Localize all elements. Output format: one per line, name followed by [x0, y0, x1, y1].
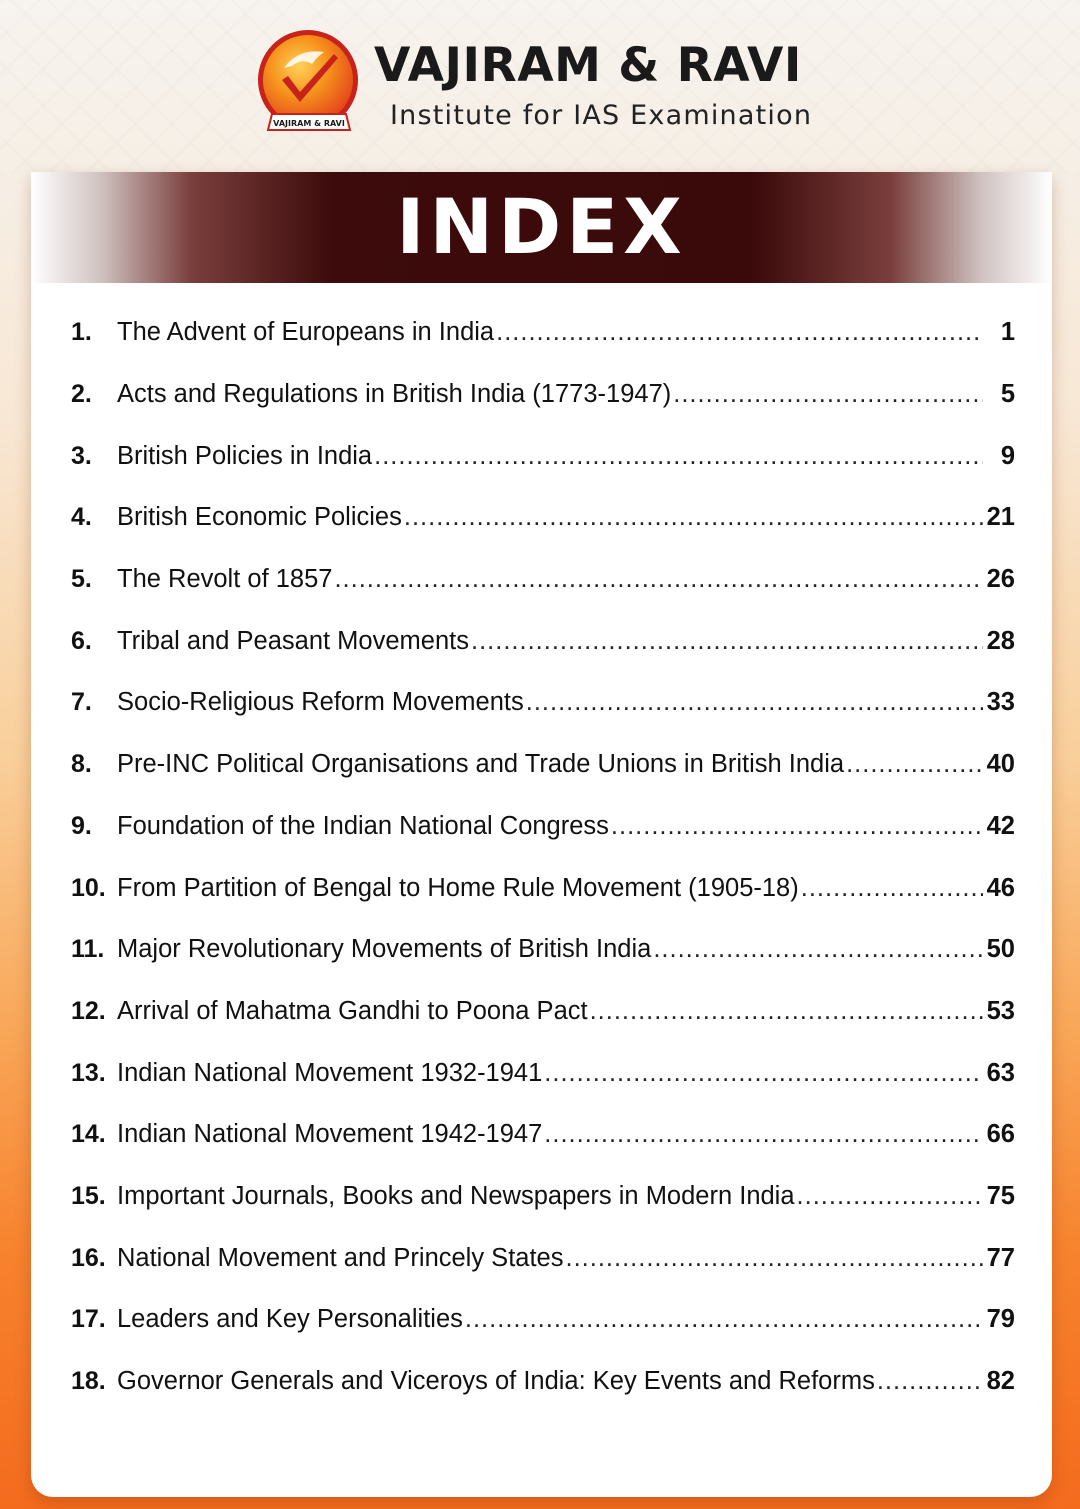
title-banner — [31, 172, 1052, 283]
checkmark-circle-emblem-icon — [254, 28, 362, 140]
dot-leader — [590, 997, 983, 1026]
dot-leader — [877, 1367, 983, 1396]
toc-entry-page-number: 82 — [986, 1367, 1015, 1396]
toc-entry-title: British Economic Policies — [117, 503, 402, 532]
table-of-contents — [71, 302, 1015, 1412]
page-title: INDEX — [396, 182, 687, 271]
toc-entry[interactable] — [71, 1289, 1015, 1351]
toc-entry-number: 11. — [71, 935, 105, 964]
toc-entry-number: 18. — [71, 1367, 106, 1396]
dot-leader — [544, 1059, 983, 1088]
toc-entry[interactable] — [71, 1104, 1015, 1166]
dot-leader — [797, 1182, 983, 1211]
toc-entry-number: 12. — [71, 996, 106, 1025]
toc-entry-page-number: 28 — [986, 626, 1015, 655]
dot-leader — [653, 935, 983, 964]
toc-entry[interactable] — [71, 1166, 1015, 1228]
toc-entry[interactable] — [71, 919, 1015, 981]
toc-entry-number: 5. — [71, 565, 92, 594]
toc-entry-page-number: 33 — [986, 688, 1015, 717]
toc-entry-title: Socio-Religious Reform Movements — [117, 688, 524, 717]
toc-entry-number: 4. — [71, 503, 92, 532]
dot-leader — [544, 1120, 983, 1149]
toc-entry-page-number: 75 — [986, 1181, 1015, 1210]
toc-entry[interactable] — [71, 487, 1015, 549]
toc-entry-number: 8. — [71, 750, 92, 779]
toc-entry-page-number: 53 — [986, 996, 1015, 1025]
toc-entry-title: Foundation of the Indian National Congress — [117, 811, 609, 840]
toc-entry-page-number: 66 — [986, 1120, 1015, 1149]
toc-entry[interactable] — [71, 549, 1015, 611]
toc-entry-number: 9. — [71, 811, 92, 840]
toc-entry[interactable] — [71, 981, 1015, 1043]
toc-entry-page-number: 79 — [986, 1305, 1015, 1334]
dot-leader — [334, 565, 983, 594]
toc-entry[interactable] — [71, 1351, 1015, 1413]
toc-entry-title: The Advent of Europeans in India — [117, 318, 495, 347]
toc-entry-page-number: 42 — [986, 811, 1015, 840]
toc-entry[interactable] — [71, 302, 1015, 364]
toc-entry[interactable] — [71, 734, 1015, 796]
toc-entry[interactable] — [71, 610, 1015, 672]
toc-entry-number: 3. — [71, 441, 92, 470]
toc-entry-title: The Revolt of 1857 — [117, 565, 333, 594]
toc-entry-title: Indian National Movement 1942-1947 — [117, 1120, 543, 1149]
toc-entry-page-number: 77 — [986, 1243, 1015, 1272]
brand-name: VAJIRAM & RAVI — [374, 38, 802, 93]
toc-entry-page-number: 40 — [986, 750, 1015, 779]
toc-entry-number: 14. — [71, 1120, 106, 1149]
toc-entry-title: From Partition of Bengal to Home Rule Movement (1905-18) — [117, 873, 799, 902]
toc-entry-page-number: 50 — [986, 935, 1015, 964]
toc-entry-number: 16. — [71, 1243, 106, 1272]
toc-entry-page-number: 1 — [1000, 318, 1015, 347]
toc-entry-number: 10. — [71, 873, 106, 902]
toc-entry[interactable] — [71, 425, 1015, 487]
toc-entry-page-number: 5 — [1000, 380, 1015, 409]
toc-entry-title: Major Revolutionary Movements of British India — [117, 935, 652, 964]
dot-leader — [404, 503, 983, 532]
toc-entry-page-number: 46 — [986, 873, 1015, 902]
toc-entry[interactable] — [71, 796, 1015, 858]
toc-entry[interactable] — [71, 1227, 1015, 1289]
dot-leader — [374, 442, 983, 471]
brand-tagline: Institute for IAS Examination — [390, 100, 813, 131]
toc-entry-number: 13. — [71, 1058, 106, 1087]
toc-entry-number: 6. — [71, 626, 92, 655]
dot-leader — [611, 812, 983, 841]
toc-entry-title: Governor Generals and Viceroys of India: Key Events and Reforms — [117, 1367, 875, 1396]
toc-entry-number: 2. — [71, 380, 92, 409]
toc-entry-number: 15. — [71, 1181, 106, 1210]
dot-leader — [673, 380, 983, 409]
toc-entry-number: 1. — [71, 318, 92, 347]
toc-entry-title: British Policies in India — [117, 441, 373, 470]
toc-entry-page-number: 26 — [986, 565, 1015, 594]
toc-entry-title: Acts and Regulations in British India (1773-1947) — [117, 380, 672, 409]
toc-entry-title: Leaders and Key Personalities — [117, 1305, 463, 1334]
dot-leader — [471, 627, 983, 656]
toc-entry-number: 7. — [71, 688, 92, 717]
dot-leader — [846, 750, 983, 779]
toc-entry-title: Important Journals, Books and Newspapers in Modern India — [117, 1181, 795, 1210]
dot-leader — [526, 688, 983, 717]
toc-entry-page-number: 63 — [986, 1058, 1015, 1087]
toc-entry-title: Tribal and Peasant Movements — [117, 626, 469, 655]
toc-entry-title: Indian National Movement 1932-1941 — [117, 1058, 543, 1087]
brand-logo — [254, 28, 854, 148]
toc-entry[interactable] — [71, 672, 1015, 734]
toc-entry-page-number: 9 — [1000, 441, 1015, 470]
dot-leader — [565, 1244, 983, 1273]
dot-leader — [465, 1305, 983, 1334]
toc-entry[interactable] — [71, 364, 1015, 426]
toc-entry-number: 17. — [71, 1305, 106, 1334]
emblem-label: VAJIRAM & RAVI — [273, 119, 345, 128]
toc-entry-title: National Movement and Princely States — [117, 1243, 564, 1272]
toc-entry-page-number: 21 — [986, 503, 1015, 532]
toc-entry-title: Pre-INC Political Organisations and Trade Unions in British India — [117, 750, 845, 779]
toc-entry-title: Arrival of Mahatma Gandhi to Poona Pact — [117, 996, 588, 1025]
dot-leader — [801, 874, 983, 903]
dot-leader — [496, 318, 983, 347]
toc-entry[interactable] — [71, 1042, 1015, 1104]
toc-entry[interactable] — [71, 857, 1015, 919]
index-card — [31, 172, 1052, 1497]
